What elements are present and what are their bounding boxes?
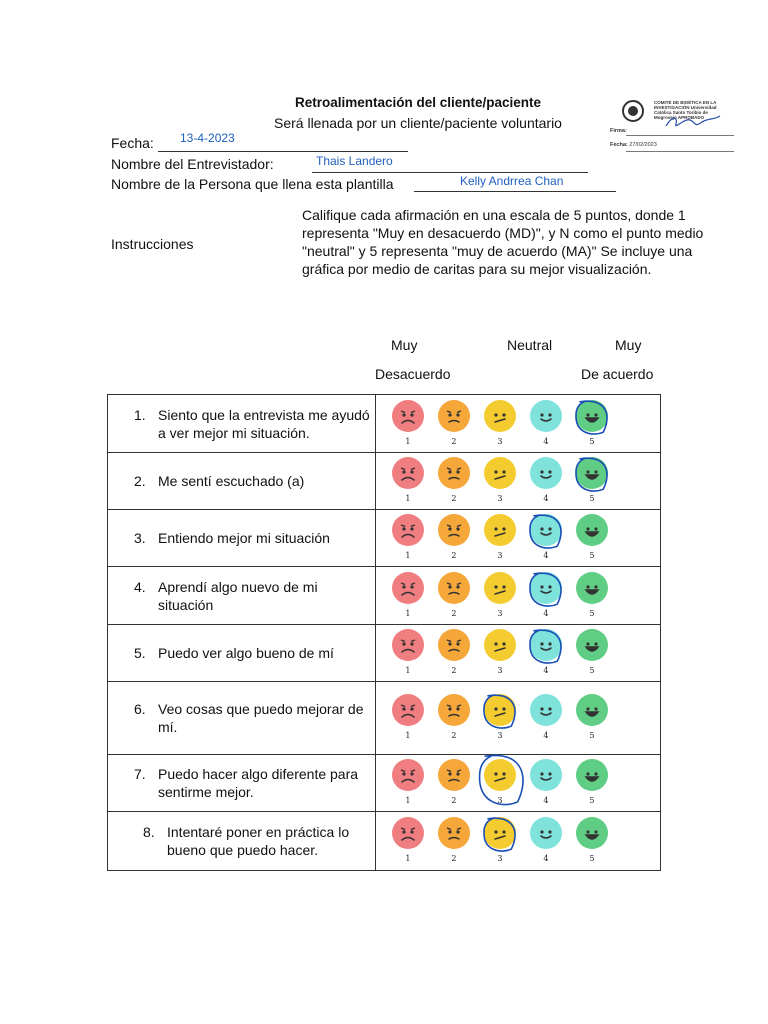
very-happy-face-icon[interactable]: [576, 514, 608, 546]
very-happy-face-icon[interactable]: [576, 817, 608, 849]
rating-table: [107, 394, 661, 871]
rating-row: [108, 682, 661, 755]
face-number-label: 4: [543, 731, 549, 740]
very-sad-face-icon[interactable]: [392, 759, 424, 791]
statement-cell: [108, 567, 376, 625]
scale-middle: Neutral: [507, 337, 553, 353]
face-number-label: 1: [405, 609, 411, 618]
statement-number: 2.: [134, 473, 146, 489]
happy-face-icon[interactable]: [530, 572, 562, 604]
statement-number: 7.: [134, 766, 146, 782]
face-number-label: 4: [543, 609, 549, 618]
face-number-label: 4: [543, 494, 549, 503]
statement-cell: [108, 510, 376, 567]
form-title: Retroalimentación del cliente/paciente: [294, 95, 542, 110]
face-number-label: 2: [451, 666, 457, 675]
face-number-label: 5: [589, 731, 595, 740]
stamp-fecha: Fecha: 27/02/2023: [610, 142, 657, 148]
very-happy-face-icon[interactable]: [576, 694, 608, 726]
sad-face-icon[interactable]: [438, 457, 470, 489]
statement-text: Intentaré poner en práctica lo bueno que puedo hacer.: [167, 824, 350, 858]
statement-text: Puedo hacer algo diferente para sentirme mejor.: [158, 766, 359, 800]
face-number-label: 4: [543, 854, 549, 863]
very-happy-face-icon[interactable]: [576, 400, 608, 432]
very-sad-face-icon[interactable]: [392, 457, 424, 489]
university-seal-icon: [622, 100, 644, 122]
very-happy-face-icon[interactable]: [576, 759, 608, 791]
very-sad-face-icon[interactable]: [392, 572, 424, 604]
statement-number: 4.: [134, 578, 146, 595]
ethics-committee-stamp: [606, 96, 746, 158]
face-number-label: 3: [497, 437, 503, 446]
very-happy-face-icon[interactable]: [576, 629, 608, 661]
stamp-firma-label: Firma:: [610, 128, 627, 134]
statement-text: Siento que la entrevista me ayudó a ver mejor mi situación.: [158, 406, 370, 441]
sad-face-icon[interactable]: [438, 572, 470, 604]
face-number-label: 2: [451, 551, 457, 560]
face-number-label: 4: [543, 437, 549, 446]
statement-text: Entiendo mejor mi situación: [158, 530, 330, 546]
stamp-firma-line: [626, 135, 734, 136]
face-number-label: 1: [405, 796, 411, 805]
scale-left-top: Muy: [391, 337, 418, 353]
fecha-value[interactable]: 13-4-2023: [180, 131, 235, 145]
rating-row: [108, 395, 661, 453]
face-number-label: 5: [589, 551, 595, 560]
face-number-label: 1: [405, 437, 411, 446]
face-number-label: 3: [497, 854, 503, 863]
very-sad-face-icon[interactable]: [392, 514, 424, 546]
face-number-label: 2: [451, 796, 457, 805]
face-number-label: 3: [497, 551, 503, 560]
face-number-label: 1: [405, 494, 411, 503]
statement-number: 5.: [134, 645, 146, 661]
persona-label: Nombre de la Persona que llena esta plantilla: [111, 176, 394, 192]
statement-text: Puedo ver algo bueno de mí: [158, 645, 334, 661]
neutral-face-icon[interactable]: [484, 629, 516, 661]
rating-row: [108, 755, 661, 812]
face-number-label: 2: [451, 494, 457, 503]
face-number-label: 5: [589, 796, 595, 805]
face-number-label: 3: [497, 666, 503, 675]
statement-number: 3.: [134, 530, 146, 546]
happy-face-icon[interactable]: [530, 400, 562, 432]
face-number-label: 3: [497, 494, 503, 503]
entrevistador-label: Nombre del Entrevistador:: [111, 156, 274, 172]
face-scale-cell: [375, 755, 660, 812]
face-scale-cell: [375, 453, 660, 510]
very-sad-face-icon[interactable]: [392, 400, 424, 432]
face-number-label: 2: [451, 731, 457, 740]
very-happy-face-icon[interactable]: [576, 457, 608, 489]
statement-number: 1.: [134, 406, 146, 423]
neutral-face-icon[interactable]: [484, 572, 516, 604]
persona-underline[interactable]: [414, 191, 616, 192]
face-number-label: 5: [589, 437, 595, 446]
neutral-face-icon[interactable]: [484, 457, 516, 489]
sad-face-icon[interactable]: [438, 759, 470, 791]
very-sad-face-icon[interactable]: [392, 629, 424, 661]
happy-face-icon[interactable]: [530, 629, 562, 661]
face-scale-cell: [375, 682, 660, 755]
stamp-fecha-line: [626, 151, 734, 152]
instructions-label: Instrucciones: [111, 236, 194, 252]
face-number-label: 4: [543, 551, 549, 560]
rating-row: [108, 812, 661, 871]
statement-text: Veo cosas que puedo mejorar de mí.: [158, 701, 364, 735]
face-scale-cell: [375, 510, 660, 567]
instructions-text: Califique cada afirmación en una escala de 5 puntos, donde 1 representa "Muy en desacuerdo (MD)", y N como el punto medio "neutral" y 5 representa "muy de acuerdo (MA)" Se incluye una gráfica por medio de caritas para su mejor visualización.: [302, 207, 704, 277]
statement-cell: [108, 682, 376, 755]
sad-face-icon[interactable]: [438, 694, 470, 726]
persona-value[interactable]: Kelly Andrrea Chan: [460, 174, 564, 188]
rating-row: [108, 567, 661, 625]
scale-right-top: Muy: [615, 337, 642, 353]
face-number-label: 1: [405, 551, 411, 560]
face-scale-cell: [375, 812, 660, 871]
sad-face-icon[interactable]: [438, 514, 470, 546]
happy-face-icon[interactable]: [530, 457, 562, 489]
happy-face-icon[interactable]: [530, 759, 562, 791]
statement-cell: [108, 453, 376, 510]
entrevistador-value[interactable]: Thais Landero: [316, 154, 393, 168]
rating-row: [108, 453, 661, 510]
face-number-label: 1: [405, 731, 411, 740]
face-number-label: 2: [451, 609, 457, 618]
face-number-label: 5: [589, 494, 595, 503]
face-number-label: 3: [497, 609, 503, 618]
neutral-face-icon[interactable]: [484, 400, 516, 432]
face-number-label: 1: [405, 854, 411, 863]
statement-cell: [108, 625, 376, 682]
sad-face-icon[interactable]: [438, 400, 470, 432]
form-subtitle: Será llenada por un cliente/paciente voluntario: [274, 115, 562, 131]
face-scale-cell: [375, 567, 660, 625]
face-number-label: 4: [543, 666, 549, 675]
scale-left-bottom: Desacuerdo: [375, 366, 451, 382]
face-number-label: 3: [497, 796, 503, 805]
neutral-face-icon[interactable]: [484, 514, 516, 546]
face-scale-cell: [375, 395, 660, 453]
face-number-label: 3: [497, 731, 503, 740]
face-number-label: 2: [451, 854, 457, 863]
rating-row: [108, 625, 661, 682]
scale-right-bottom: De acuerdo: [581, 366, 654, 382]
statement-cell: [108, 755, 376, 812]
rating-row: [108, 510, 661, 567]
happy-face-icon[interactable]: [530, 514, 562, 546]
happy-face-icon[interactable]: [530, 817, 562, 849]
statement-text: Aprendí algo nuevo de mi situación: [158, 578, 318, 613]
face-number-label: 1: [405, 666, 411, 675]
statement-cell: [108, 395, 376, 453]
face-scale-cell: [375, 625, 660, 682]
face-number-label: 5: [589, 609, 595, 618]
face-number-label: 2: [451, 437, 457, 446]
very-sad-face-icon[interactable]: [392, 817, 424, 849]
sad-face-icon[interactable]: [438, 629, 470, 661]
very-sad-face-icon[interactable]: [392, 694, 424, 726]
happy-face-icon[interactable]: [530, 694, 562, 726]
face-number-label: 5: [589, 666, 595, 675]
sad-face-icon[interactable]: [438, 817, 470, 849]
signature-icon: [664, 112, 724, 132]
neutral-face-icon[interactable]: [484, 694, 516, 726]
statement-number: 6.: [134, 701, 146, 717]
face-number-label: 5: [589, 854, 595, 863]
statement-text: Me sentí escuchado (a): [158, 473, 305, 489]
statement-cell: [108, 812, 376, 871]
statement-number: 8.: [143, 824, 155, 840]
fecha-underline[interactable]: [158, 151, 408, 152]
entrevistador-underline[interactable]: [312, 172, 588, 173]
stamp-committee-text: COMITÉ DE BIOÉTICA EN LA INVESTIGACIÓN Universidad Católica Santo Toribio de Mogrovejo APROBADO: [654, 100, 717, 120]
very-happy-face-icon[interactable]: [576, 572, 608, 604]
face-number-label: 4: [543, 796, 549, 805]
neutral-face-icon[interactable]: [484, 817, 516, 849]
neutral-face-icon[interactable]: [484, 759, 516, 791]
fecha-label: Fecha:: [111, 135, 154, 151]
